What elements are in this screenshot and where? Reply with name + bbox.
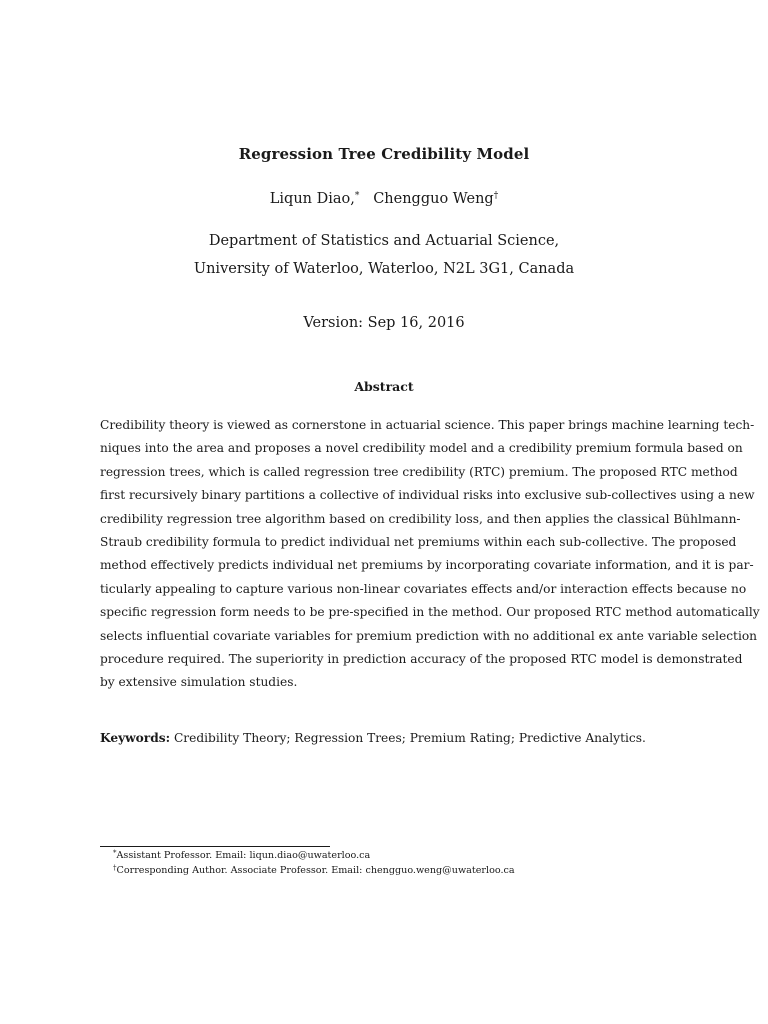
keywords-label: Keywords: [100,731,171,745]
author-list: Liqun Diao,* Chengguo Weng† [269,191,499,207]
footnote-text: Assistant Professor. Email: liqun.diao@uwaterloo.ca [116,850,371,861]
abstract-line: ticularly appealing to capture various non-linear covariates effects and/or interaction effects because no [100,581,747,596]
abstract-line: by extensive simulation studies. [100,675,298,690]
footnote-divider [100,846,330,847]
affiliation-university: University of Waterloo, Waterloo, N2L 3G1, Canada [193,261,575,277]
abstract-line: specific regression form needs to be pre-specified in the method. Our proposed RTC method automatically [100,605,760,620]
abstract-heading: Abstract [354,379,414,394]
footnote-author-2 [113,865,515,876]
author-name: Liqun Diao [269,191,351,207]
abstract-line: method effectively predicts individual net premiums by incorporating covariate information, and it is par- [100,558,754,573]
keywords-text: Credibility Theory; Regression Trees; Premium Rating; Predictive Analytics. [173,731,646,745]
author-footnote-mark: † [493,191,499,201]
abstract-line: Credibility theory is viewed as cornerstone in actuarial science. This paper brings machine learning tech- [100,418,755,432]
abstract-line: first recursively binary partitions a collective of individual risks into exclusive sub-collectives using a new [100,488,755,503]
footnote-text: Corresponding Author. Associate Professor. Email: chengguo.weng@uwaterloo.ca [116,865,515,876]
abstract-line: selects influential covariate variables for premium prediction with no additional ex ante variable selection [100,628,758,643]
footnote-mark: † [113,864,117,872]
keywords [100,731,678,745]
affiliation-department: Department of Statistics and Actuarial Science, [208,233,560,249]
author-name: Chengguo Weng [373,191,494,207]
footnote-author-1 [113,850,370,861]
author-footnote-mark: * [354,191,360,201]
abstract-line: regression trees, which is called regression tree credibility (RTC) premium. The proposed RTC method [100,464,738,479]
footnote-mark: * [113,849,117,857]
abstract-line: procedure required. The superiority in prediction accuracy of the proposed RTC model is demonstrated [100,651,743,666]
abstract-line: niques into the area and proposes a novel credibility model and a credibility premium formula based on [100,441,743,456]
abstract-text [100,414,760,695]
abstract-line: Straub credibility formula to predict individual net premiums within each sub-collective. The proposed [100,534,737,549]
version-date: Version: Sep 16, 2016 [303,315,465,331]
abstract-line: credibility regression tree algorithm based on credibility loss, and then applies the classical Bühlmann- [100,511,741,526]
paper-title: Regression Tree Credibility Model [238,145,530,163]
